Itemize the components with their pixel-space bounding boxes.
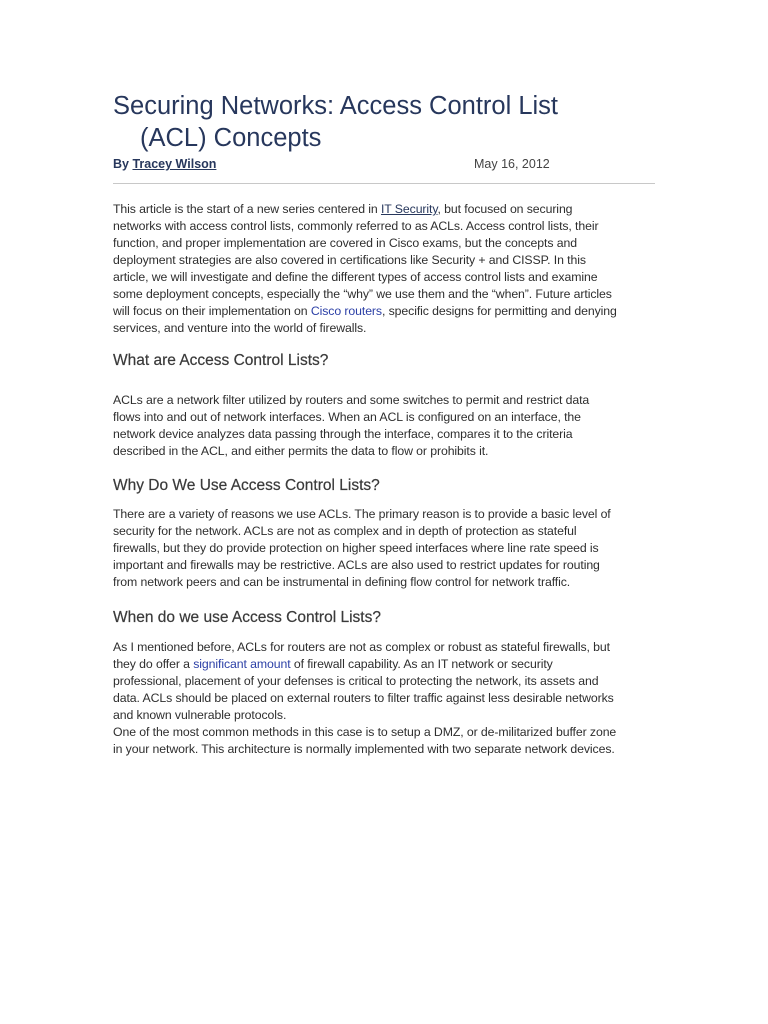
intro-line bbox=[113, 201, 655, 218]
intro-line bbox=[113, 303, 655, 320]
intro-line: function, and proper implementation are covered in Cisco exams, but the concepts and bbox=[113, 236, 577, 250]
paragraph-line: There are a variety of reasons we use ACLs. The primary reason is to provide a basic level of bbox=[113, 507, 611, 521]
paragraph-line: network device analyzes data passing through the interface, compares it to the criteria bbox=[113, 427, 573, 441]
section-heading-what: What are Access Control Lists? bbox=[113, 352, 329, 369]
paragraph-text: they do offer a bbox=[113, 657, 194, 671]
article-title-line-1: Securing Networks: Access Control List bbox=[113, 92, 559, 120]
section-heading-when: When do we use Access Control Lists? bbox=[113, 609, 381, 626]
paragraph-line: security for the network. ACLs are not as complex and in depth of protection as stateful bbox=[113, 524, 577, 538]
article-title bbox=[113, 90, 653, 154]
intro-line: services, and venture into the world of firewalls. bbox=[113, 321, 367, 335]
section-heading-why: Why Do We Use Access Control Lists? bbox=[113, 477, 380, 494]
intro-paragraph bbox=[113, 201, 655, 337]
cisco-routers-link[interactable]: Cisco routers bbox=[310, 304, 382, 318]
paragraph-line: firewalls, but they do provide protection on higher speed interfaces where line rate speed is bbox=[113, 541, 599, 555]
intro-line: deployment strategies are also covered in certifications like Security + and CISSP. In this bbox=[113, 253, 586, 267]
intro-text: , specific designs for permitting and denying bbox=[381, 304, 617, 318]
section-when-paragraph bbox=[113, 639, 655, 758]
paragraph-line: As I mentioned before, ACLs for routers are not as complex or robust as stateful firewalls, but bbox=[113, 640, 610, 654]
publish-date: May 16, 2012 bbox=[474, 157, 550, 171]
paragraph-line: ACLs are a network filter utilized by routers and some switches to permit and restrict data bbox=[113, 393, 590, 407]
paragraph-line: described in the ACL, and either permits the data to flow or prohibits it. bbox=[113, 444, 489, 458]
by-label: By bbox=[113, 157, 129, 171]
significant-amount-link[interactable]: significant amount bbox=[193, 657, 291, 671]
article-title-line-2: (ACL) Concepts bbox=[140, 124, 322, 152]
paragraph-line: professional, placement of your defenses is critical to protecting the network, its assets and bbox=[113, 674, 599, 688]
intro-line: networks with access control lists, commonly referred to as ACLs. Access control lists, their bbox=[113, 219, 599, 233]
paragraph-text: of firewall capability. As an IT network or security bbox=[290, 657, 553, 671]
byline bbox=[113, 156, 216, 172]
intro-text: This article is the start of a new series centered in bbox=[113, 202, 381, 216]
header-divider bbox=[113, 183, 655, 184]
paragraph-line bbox=[113, 656, 655, 673]
intro-line: article, we will investigate and define the different types of access control lists and examine bbox=[113, 270, 598, 284]
intro-text: , but focused on securing bbox=[437, 202, 573, 216]
paragraph-line: flows into and out of network interfaces. When an ACL is configured on an interface, the bbox=[113, 410, 581, 424]
paragraph-line: important and firewalls may be restrictive. ACLs are also used to restrict updates for routing bbox=[113, 558, 600, 572]
section-what-paragraph bbox=[113, 392, 655, 460]
it-security-link[interactable]: IT Security bbox=[380, 202, 438, 216]
intro-line: some deployment concepts, especially the “why” we use them and the “when”. Future articles bbox=[113, 287, 612, 301]
paragraph-line: in your network. This architecture is normally implemented with two separate network devices. bbox=[113, 742, 615, 756]
paragraph-line: data. ACLs should be placed on external routers to filter traffic against less desirable networks bbox=[113, 691, 614, 705]
intro-text: will focus on their implementation on bbox=[113, 304, 311, 318]
paragraph-line: One of the most common methods in this case is to setup a DMZ, or de-militarized buffer zone bbox=[113, 725, 617, 739]
author-link[interactable]: Tracey Wilson bbox=[132, 157, 217, 171]
paragraph-line: from network peers and can be instrumental in defining flow control for network traffic. bbox=[113, 575, 571, 589]
paragraph-line: and known vulnerable protocols. bbox=[113, 708, 287, 722]
section-why-paragraph bbox=[113, 506, 655, 591]
